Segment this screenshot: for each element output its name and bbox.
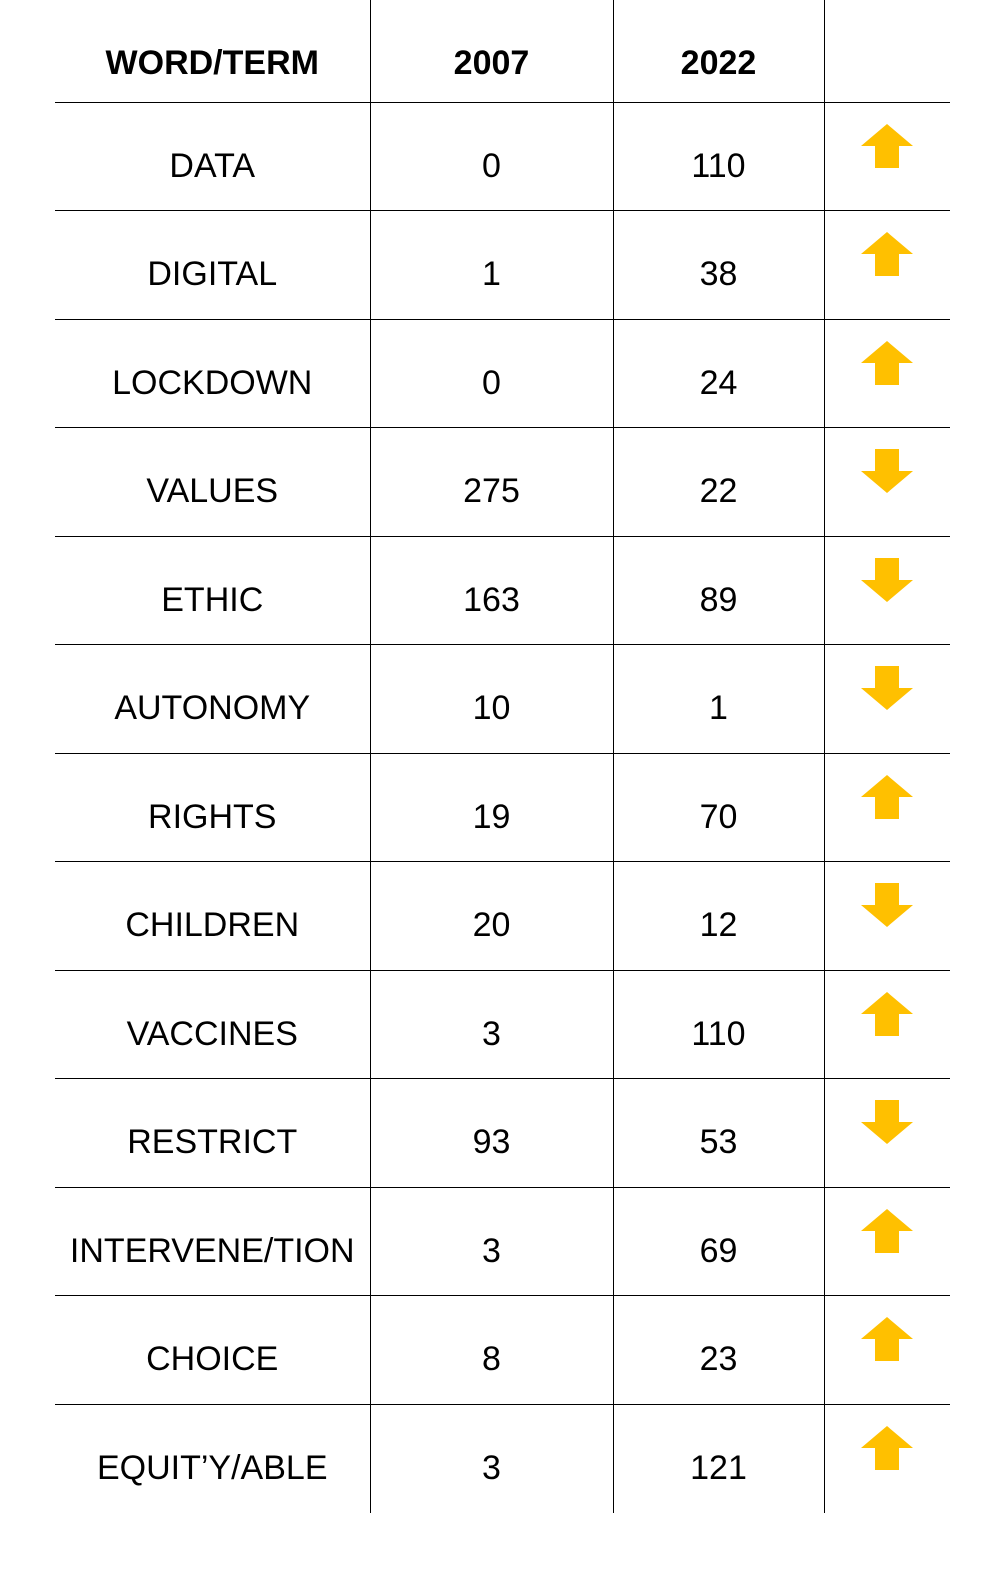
term-cell: CHILDREN [55, 862, 370, 971]
arrow-down-icon [861, 883, 913, 927]
trend-cell [824, 428, 950, 537]
trend-cell [824, 1296, 950, 1405]
table-row [55, 211, 950, 320]
count-2022-cell: 38 [613, 211, 824, 320]
arrow-up-icon [861, 1317, 913, 1361]
count-2022-cell: 110 [613, 970, 824, 1079]
trend-cell [824, 1079, 950, 1188]
trend-cell [824, 319, 950, 428]
trend-cell [824, 1187, 950, 1296]
trend-cell [824, 862, 950, 971]
trend-cell [824, 536, 950, 645]
count-2022-cell: 53 [613, 1079, 824, 1188]
trend-cell [824, 1404, 950, 1513]
count-2007-cell: 3 [370, 970, 613, 1079]
table-row [55, 1079, 950, 1188]
trend-cell [824, 102, 950, 211]
arrow-up-icon [861, 124, 913, 168]
word-frequency-table [55, 0, 950, 1513]
table-body [55, 102, 950, 1513]
term-cell: RESTRICT [55, 1079, 370, 1188]
column-header-word-term: WORD/TERM [55, 0, 370, 102]
count-2007-cell: 275 [370, 428, 613, 537]
term-cell: INTERVENE/TION [55, 1187, 370, 1296]
table-row [55, 319, 950, 428]
count-2022-cell: 89 [613, 536, 824, 645]
count-2022-cell: 70 [613, 753, 824, 862]
arrow-up-icon [861, 992, 913, 1036]
arrow-down-icon [861, 558, 913, 602]
table-row [55, 862, 950, 971]
count-2022-cell: 22 [613, 428, 824, 537]
count-2007-cell: 93 [370, 1079, 613, 1188]
column-header-2022: 2022 [613, 0, 824, 102]
count-2022-cell: 69 [613, 1187, 824, 1296]
count-2022-cell: 12 [613, 862, 824, 971]
count-2007-cell: 20 [370, 862, 613, 971]
column-header-trend [824, 0, 950, 102]
table-row [55, 536, 950, 645]
table-row [55, 1404, 950, 1513]
count-2007-cell: 19 [370, 753, 613, 862]
term-cell: LOCKDOWN [55, 319, 370, 428]
term-cell: DATA [55, 102, 370, 211]
term-cell: VALUES [55, 428, 370, 537]
header-row [55, 0, 950, 102]
trend-cell [824, 211, 950, 320]
arrow-down-icon [861, 449, 913, 493]
table-row [55, 1187, 950, 1296]
table-row [55, 645, 950, 754]
count-2007-cell: 8 [370, 1296, 613, 1405]
count-2007-cell: 1 [370, 211, 613, 320]
term-cell: ETHIC [55, 536, 370, 645]
term-cell: RIGHTS [55, 753, 370, 862]
term-cell: DIGITAL [55, 211, 370, 320]
arrow-up-icon [861, 341, 913, 385]
count-2022-cell: 1 [613, 645, 824, 754]
table-row [55, 970, 950, 1079]
table-row [55, 1296, 950, 1405]
trend-cell [824, 645, 950, 754]
count-2022-cell: 23 [613, 1296, 824, 1405]
term-cell: AUTONOMY [55, 645, 370, 754]
count-2007-cell: 3 [370, 1187, 613, 1296]
table-row [55, 428, 950, 537]
arrow-up-icon [861, 775, 913, 819]
count-2007-cell: 0 [370, 319, 613, 428]
arrow-up-icon [861, 1426, 913, 1470]
term-cell: VACCINES [55, 970, 370, 1079]
count-2022-cell: 110 [613, 102, 824, 211]
arrow-down-icon [861, 666, 913, 710]
word-frequency-table-container [55, 0, 950, 1513]
count-2007-cell: 163 [370, 536, 613, 645]
arrow-down-icon [861, 1100, 913, 1144]
table-row [55, 102, 950, 211]
trend-cell [824, 753, 950, 862]
column-header-2007: 2007 [370, 0, 613, 102]
trend-cell [824, 970, 950, 1079]
count-2022-cell: 121 [613, 1404, 824, 1513]
count-2007-cell: 10 [370, 645, 613, 754]
term-cell: CHOICE [55, 1296, 370, 1405]
table-row [55, 753, 950, 862]
count-2007-cell: 3 [370, 1404, 613, 1513]
arrow-up-icon [861, 232, 913, 276]
count-2007-cell: 0 [370, 102, 613, 211]
arrow-up-icon [861, 1209, 913, 1253]
count-2022-cell: 24 [613, 319, 824, 428]
term-cell: EQUIT’Y/ABLE [96, 1449, 328, 1487]
